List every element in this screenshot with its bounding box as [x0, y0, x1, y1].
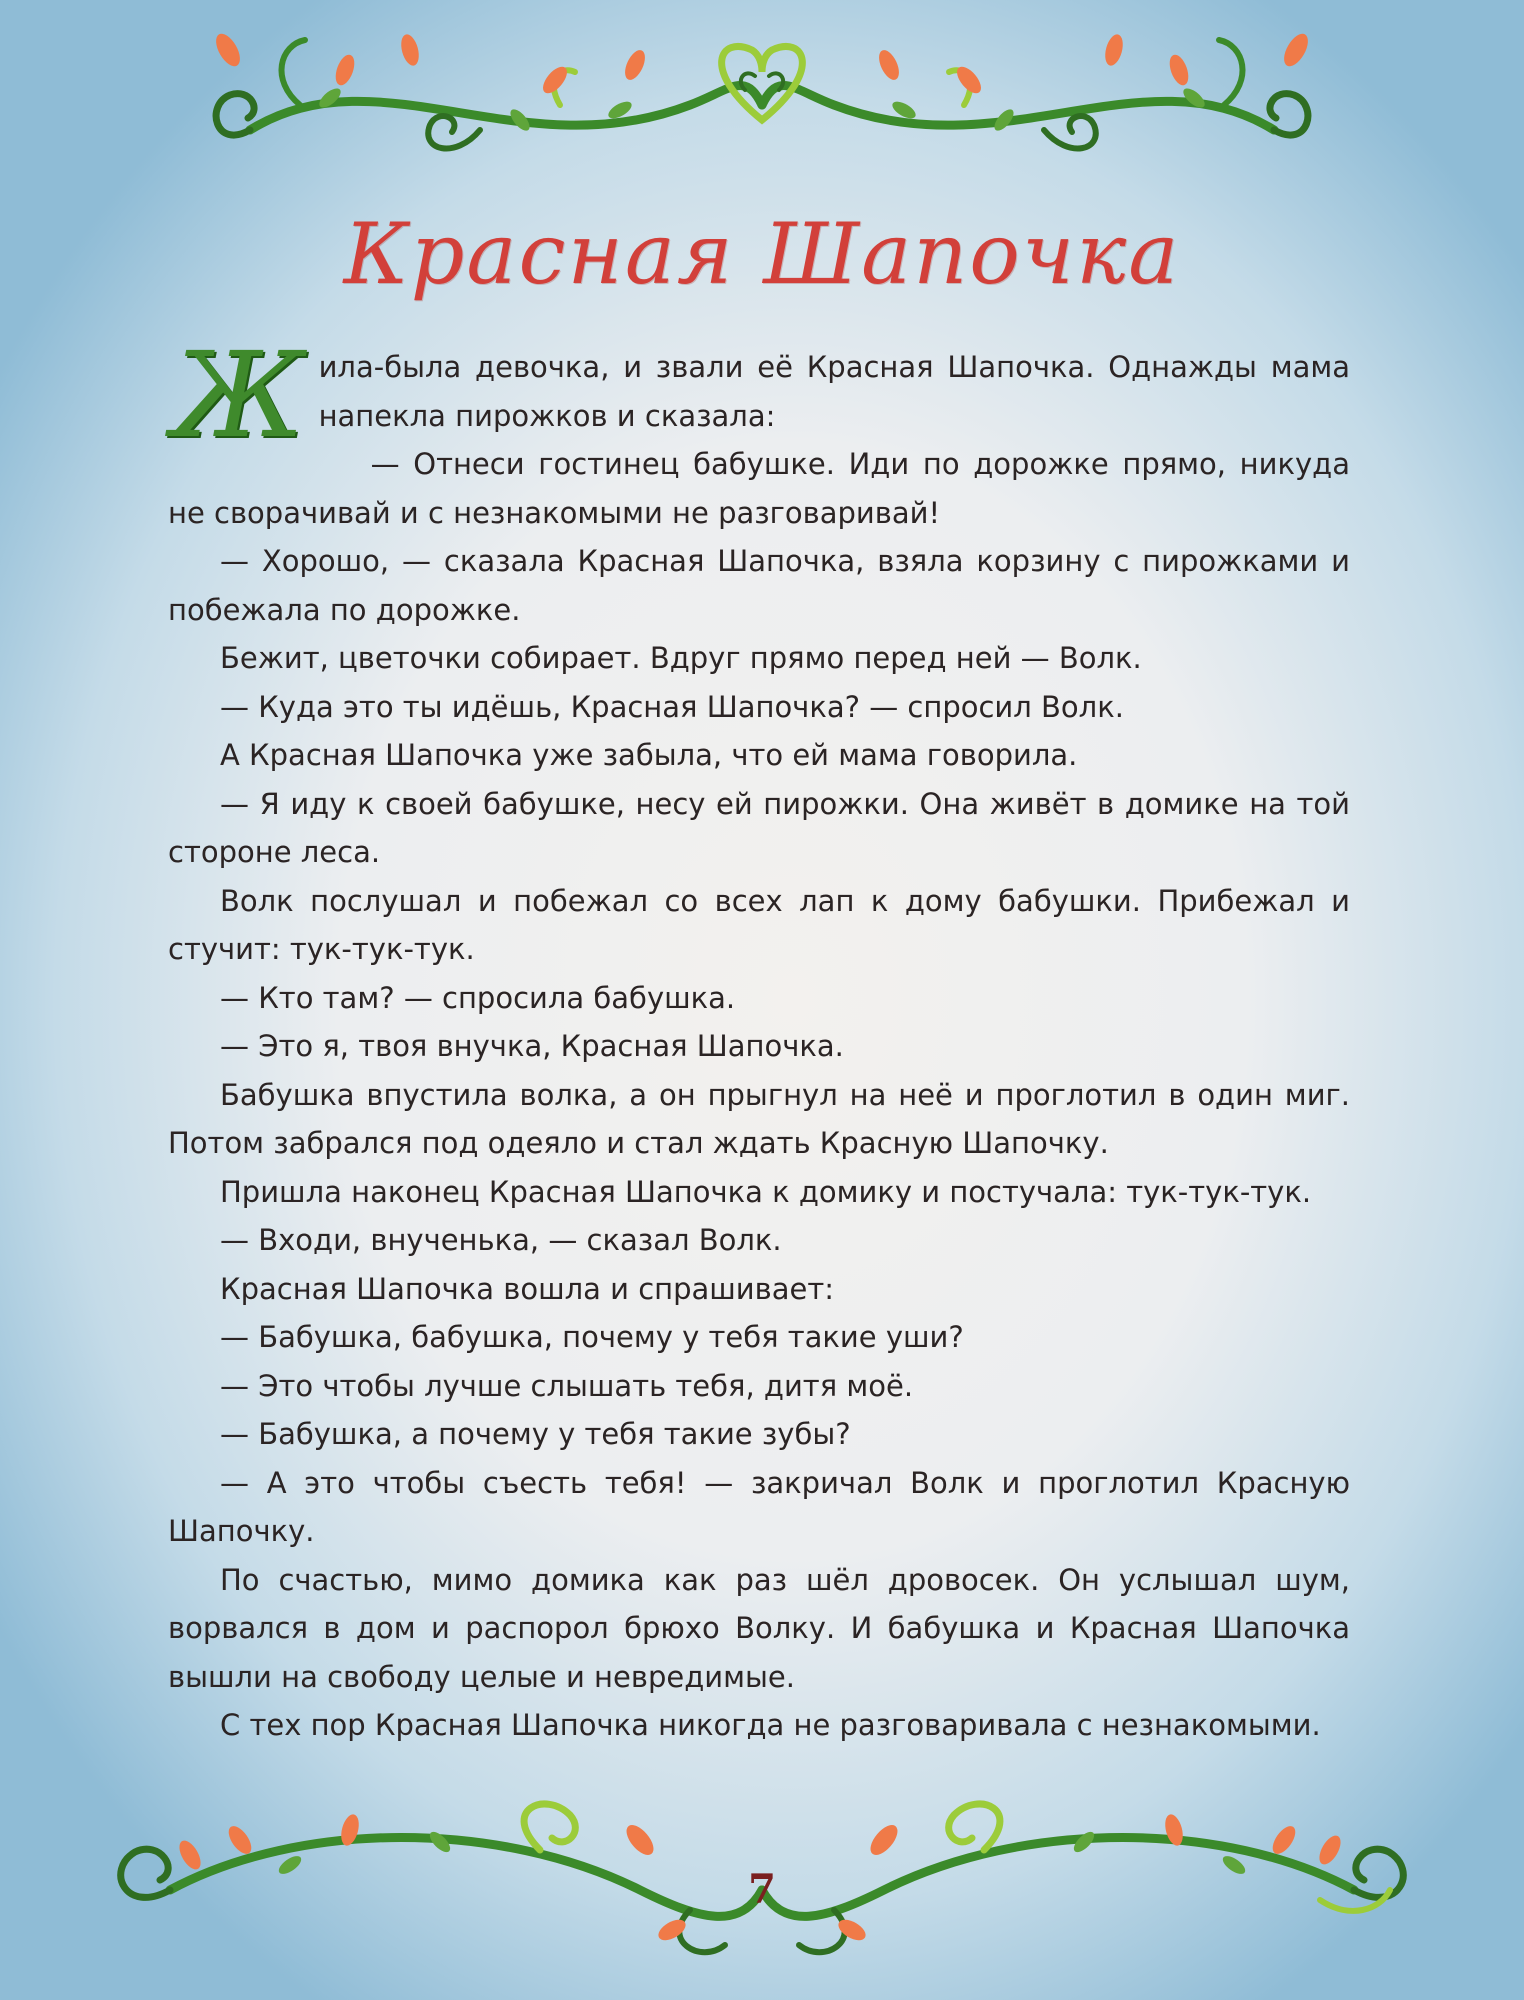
story-paragraph: Бежит, цветочки собирает. Вдруг прямо перед ней — Волк. — [220, 641, 1142, 675]
story-paragraph: — Я иду к своей бабушке, несу ей пирожки. Она живёт в домике на той стороне леса. — [168, 786, 1350, 869]
story-paragraph: — Бабушка, бабушка, почему у тебя такие уши? — [220, 1320, 964, 1354]
story-paragraph: — Отнеси гостинец бабушке. Иди по дорожке прямо, никуда не сворачивай и с незнакомыми не разговаривай! — [168, 447, 1350, 530]
story-paragraph: С тех пор Красная Шапочка никогда не разговаривала с незнакомыми. — [220, 1708, 1321, 1742]
drop-cap: Ж — [172, 326, 305, 464]
vine-ornament-top-icon — [0, 10, 1524, 210]
story-paragraph: — Хорошо, — сказала Красная Шапочка, взяла корзину с пирожками и побежала по дорожке. — [168, 544, 1350, 627]
page-title: Красная Шапочка — [343, 205, 1181, 303]
story-paragraph: — Бабушка, а почему у тебя такие зубы? — [220, 1417, 851, 1451]
story-paragraph: Бабушка впустила волка, а он прыгнул на неё и проглотил в один миг. Потом забрался под одеяло и стал ждать Красную Шапочку. — [168, 1077, 1350, 1160]
page-number: 7 — [748, 1866, 776, 1913]
story-paragraph: — Это чтобы лучше слышать тебя, дитя моё. — [220, 1368, 914, 1403]
story-paragraph: А Красная Шапочка уже забыла, что ей мама говорила. — [220, 738, 1078, 772]
story-paragraph: Красная Шапочка вошла и спрашивает: — [220, 1271, 835, 1306]
story-paragraph: — Это я, твоя внучка, Красная Шапочка. — [220, 1029, 844, 1063]
story-paragraph: — Входи, внученька, — сказал Волк. — [220, 1223, 782, 1257]
story-paragraph: — А это чтобы съесть тебя! — закричал Волк и проглотил Красную Шапочку. — [168, 1465, 1350, 1548]
story-paragraph: По счастью, мимо домика как раз шёл дровосек. Он услышал шум, ворвался в дом и распорол брюхо Волку. И бабушка и Красная Шапочка вышли на свободу целые и невредимые. — [168, 1562, 1350, 1694]
story-paragraph: — Куда это ты идёшь, Красная Шапочка? — спросил Волк. — [220, 689, 1124, 724]
story-paragraph: Жила-была девочка, и звали её Красная Шапочка. Однажды мама напекла пирожков и сказала: — [172, 326, 1350, 464]
story-paragraph: Пришла наконец Красная Шапочка к домику и постучала: тук-тук-тук. — [220, 1174, 1312, 1209]
story-paragraph: — Кто там? — спросила бабушка. — [220, 980, 736, 1015]
story-text — [168, 326, 1350, 1750]
story-paragraph: Волк послушал и побежал со всех лап к дому бабушки. Прибежал и стучит: тук-тук-тук. — [168, 883, 1350, 966]
